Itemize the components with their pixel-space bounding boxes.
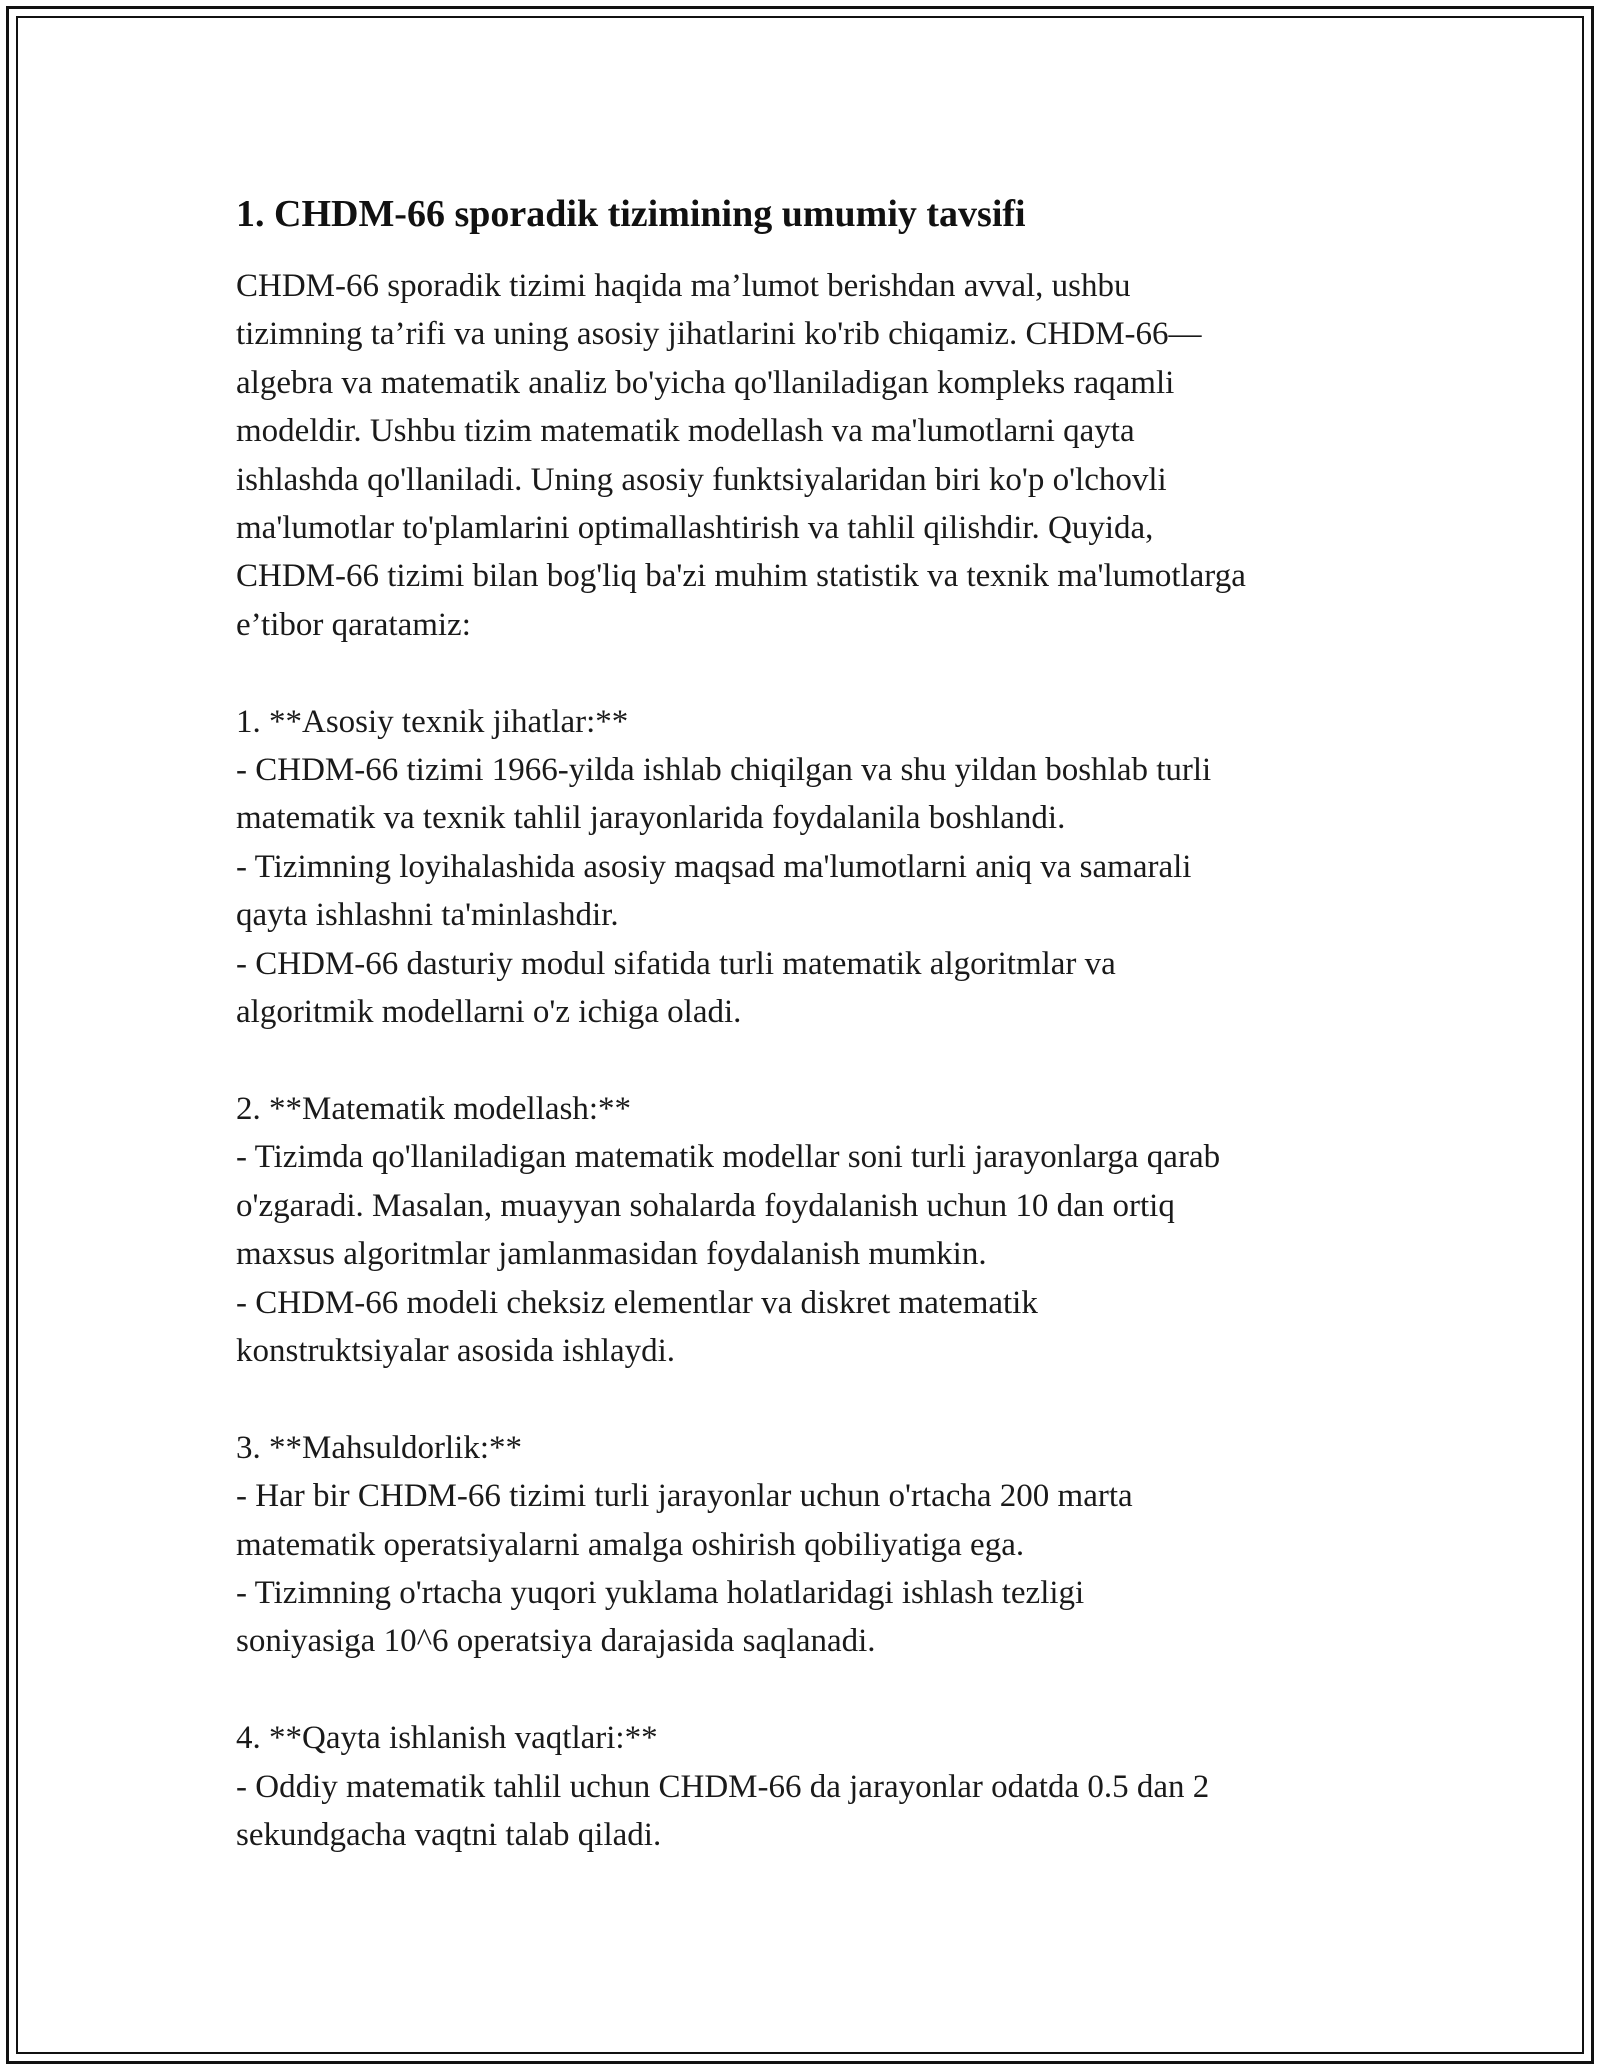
bullet-list xyxy=(236,1133,1366,1375)
section-title: 1. **Asosiy texnik jihatlar:** xyxy=(236,703,629,740)
section-processing-times xyxy=(236,1714,1366,1859)
document-body xyxy=(236,188,1366,1859)
bullet-item: - Oddiy matematik tahlil uchun CHDM-66 da jarayonlar odatda 0.5 dan 2 sekundgacha vaqtni talab qiladi. xyxy=(236,1768,1210,1853)
section-heading: 1. CHDM-66 sporadik tizimining umumiy tavsifi xyxy=(236,193,1026,235)
bullet-item: - Tizimda qo'llaniladigan matematik modellar soni turli jarayonlarga qarab o'zgaradi. Masalan, muayyan sohalarda foydalanish uchun 10 dan ortiq maxsus algoritmlar jamlanmasidan foydalanish mumkin. xyxy=(236,1139,1221,1273)
section-technical xyxy=(236,698,1366,1037)
section-title: 3. **Mahsuldorlik:** xyxy=(236,1429,522,1466)
bullet-item: - Tizimning loyihalashida asosiy maqsad ma'lumotlarni aniq va samarali qayta ishlashni ta'minlashdir. xyxy=(236,848,1192,934)
section-modelling xyxy=(236,1085,1366,1375)
bullet-list xyxy=(236,1763,1366,1860)
section-performance xyxy=(236,1424,1366,1666)
section-title: 2. **Matematik modellash:** xyxy=(236,1090,632,1127)
bullet-list xyxy=(236,1472,1366,1666)
bullet-item: - Har bir CHDM-66 tizimi turli jarayonlar uchun o'rtacha 200 marta matematik operatsiyalarni amalga oshirish qobiliyatiga ega. xyxy=(236,1478,1133,1563)
bullet-item: - CHDM-66 dasturiy modul sifatida turli matematik algoritmlar va algoritmik modellarni o'z ichiga oladi. xyxy=(236,945,1116,1031)
intro-paragraph: CHDM-66 sporadik tizimi haqida ma’lumot berishdan avval, ushbu tizimning ta’rifi va uning asosiy jihatlarini ko'rib chiqamiz. CHDM-66— algebra va matematik analiz bo'yicha qo'llaniladigan kompleks raqamli modeldir. Ushbu tizim matematik modellash va ma'lumotlarni qayta ishlashda qo'llaniladi. Uning asosiy funktsiyalaridan biri ko'p o'lchovli ma'lumotlar to'plamlarini optimallashtirish va tahlil qilishdir. Quyida, CHDM-66 tizimi bilan bog'liq ba'zi muhim statistik va texnik ma'lumotlarga e’tibor qaratamiz: xyxy=(236,268,1246,643)
bullet-item: - CHDM-66 modeli cheksiz elementlar va diskret matematik konstruktsiyalar asosida ishlaydi. xyxy=(236,1284,1038,1369)
bullet-item: - CHDM-66 tizimi 1966-yilda ishlab chiqilgan va shu yildan boshlab turli matematik va texnik tahlil jarayonlarida foydalanila boshlandi. xyxy=(236,752,1212,837)
section-title: 4. **Qayta ishlanish vaqtlari:** xyxy=(236,1720,658,1757)
bullet-item: - Tizimning o'rtacha yuqori yuklama holatlaridagi ishlash tezligi soniyasiga 10^6 operatsiya darajasida saqlanadi. xyxy=(236,1574,1085,1660)
bullet-list xyxy=(236,746,1366,1036)
